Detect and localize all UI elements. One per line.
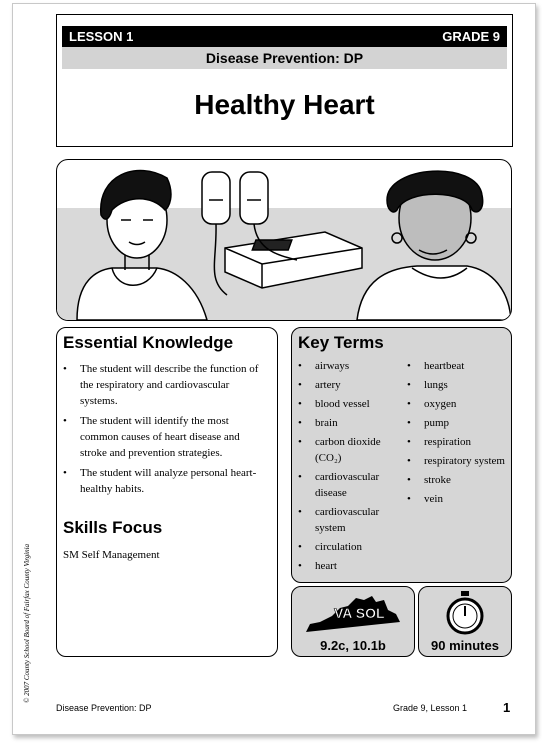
skills-focus-heading: Skills Focus — [63, 518, 163, 537]
footer-unit: Disease Prevention: DP — [56, 703, 152, 713]
key-terms-column-2 — [407, 358, 507, 510]
essential-knowledge-heading: Essential Knowledge — [63, 333, 234, 352]
list-item: • cardiovascular disease — [298, 469, 398, 501]
time-box — [418, 586, 512, 657]
list-item: • circulation — [298, 539, 398, 555]
worksheet-page — [12, 3, 536, 735]
key-terms-column-1 — [298, 358, 398, 577]
list-item: • The student will describe the function of the respiratory and cardiovascular systems. — [63, 361, 263, 409]
cpr-illustration — [56, 159, 512, 321]
page-number: 1 — [503, 700, 511, 715]
list-item: • oxygen — [407, 396, 507, 412]
list-item: • carbon dioxide (CO₂) — [298, 434, 398, 466]
list-item: • The student will identify the most common causes of heart disease and stroke and prevention strategies. — [63, 413, 263, 461]
skills-focus-text: SM Self Management — [63, 549, 160, 561]
list-item: • stroke — [407, 472, 507, 488]
list-item: • The student will analyze personal heart-healthy habits. — [63, 465, 263, 497]
list-item: • pump — [407, 415, 507, 431]
key-terms-panel — [291, 327, 512, 583]
page-title: Healthy Heart — [194, 89, 375, 120]
stopwatch-icon — [445, 590, 485, 636]
sol-codes: 9.2c, 10.1b — [320, 638, 386, 653]
lesson-number: LESSON 1 — [69, 29, 134, 44]
lesson-header — [56, 14, 513, 147]
list-item: • heart — [298, 558, 398, 574]
list-item: • respiratory system — [407, 453, 507, 469]
cpr-training-scene — [57, 160, 511, 320]
list-item: • brain — [298, 415, 398, 431]
grade-label: GRADE 9 — [442, 29, 500, 44]
list-item: • cardiovascular system — [298, 504, 398, 536]
list-item: • heartbeat — [407, 358, 507, 374]
list-item: • airways — [298, 358, 398, 374]
essential-knowledge-list — [63, 361, 263, 501]
lesson-bar — [62, 26, 507, 47]
copyright-notice: © 2007 County School Board of Fairfax County Virginia — [23, 543, 31, 703]
list-item: • vein — [407, 491, 507, 507]
list-item: • blood vessel — [298, 396, 398, 412]
virginia-map-icon — [304, 592, 402, 636]
list-item: • artery — [298, 377, 398, 393]
footer-lesson: Grade 9, Lesson 1 — [393, 703, 468, 713]
duration-label: 90 minutes — [431, 638, 499, 653]
essential-knowledge-panel — [56, 327, 278, 657]
list-item: • respiration — [407, 434, 507, 450]
list-item: • lungs — [407, 377, 507, 393]
unit-subtitle: Disease Prevention: DP — [62, 47, 507, 69]
key-terms-heading: Key Terms — [298, 333, 384, 352]
sol-badge-text: VA SOL — [334, 605, 385, 621]
sol-standards-box — [291, 586, 415, 657]
